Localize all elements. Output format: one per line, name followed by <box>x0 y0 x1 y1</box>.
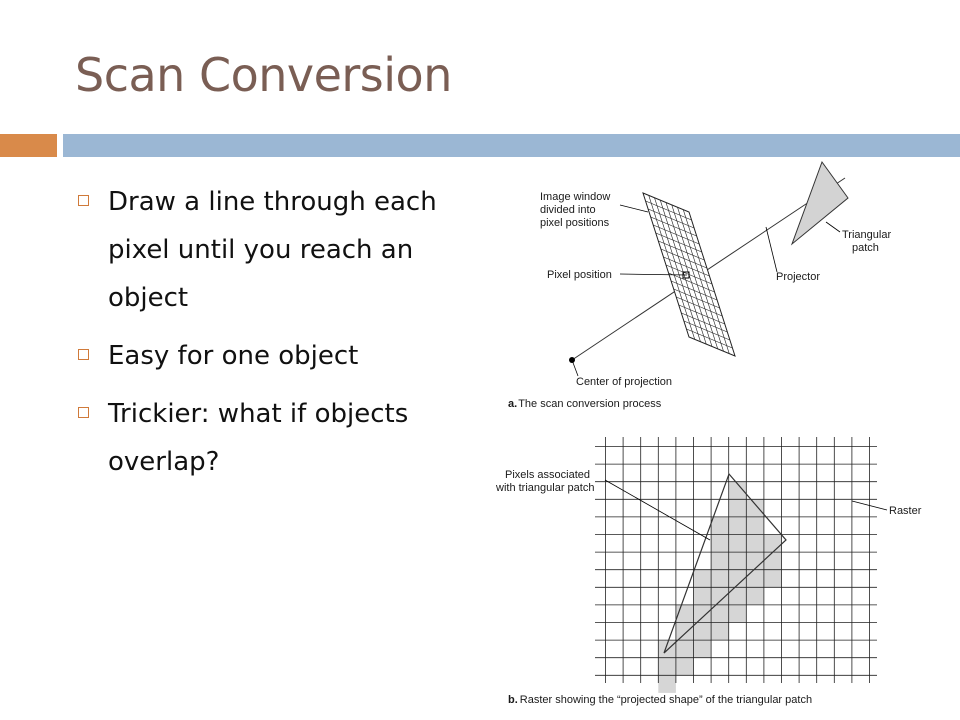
figure-b-caption: b. Raster showing the “projected shape” of the triangular patch <box>508 694 813 706</box>
slide-title: Scan Conversion <box>75 48 452 102</box>
leader-line <box>605 480 710 540</box>
leader-line <box>620 205 648 212</box>
pixel-position-label: Pixel position <box>547 269 612 281</box>
bullet-text: Trickier: what if objects overlap? <box>108 399 409 477</box>
bullet-text: Draw a line through each pixel until you reach an object <box>108 187 437 313</box>
triangular-patch-label: Triangular patch <box>842 229 892 254</box>
shaded-pixel-row <box>658 640 711 658</box>
pixels-associated-label: Pixels associated with triangular patch <box>496 469 595 494</box>
image-window-label: Image window divided into pixel positions <box>540 191 611 229</box>
leader-line <box>572 360 578 376</box>
shaded-pixel-row <box>711 517 764 535</box>
projector-label: Projector <box>776 271 821 283</box>
bullet-text: Easy for one object <box>108 341 359 371</box>
leader-line <box>766 227 777 272</box>
center-of-projection-label: Center of projection <box>576 376 672 388</box>
leader-line <box>826 222 840 232</box>
figure-a-scan-conversion <box>508 162 894 410</box>
raster-label: Raster <box>889 505 922 517</box>
shaded-pixel-row <box>658 675 676 693</box>
figure-b-raster <box>495 437 922 706</box>
figure-a-caption: a.The scan conversion process <box>508 398 662 410</box>
shaded-pixel-row <box>676 623 729 641</box>
